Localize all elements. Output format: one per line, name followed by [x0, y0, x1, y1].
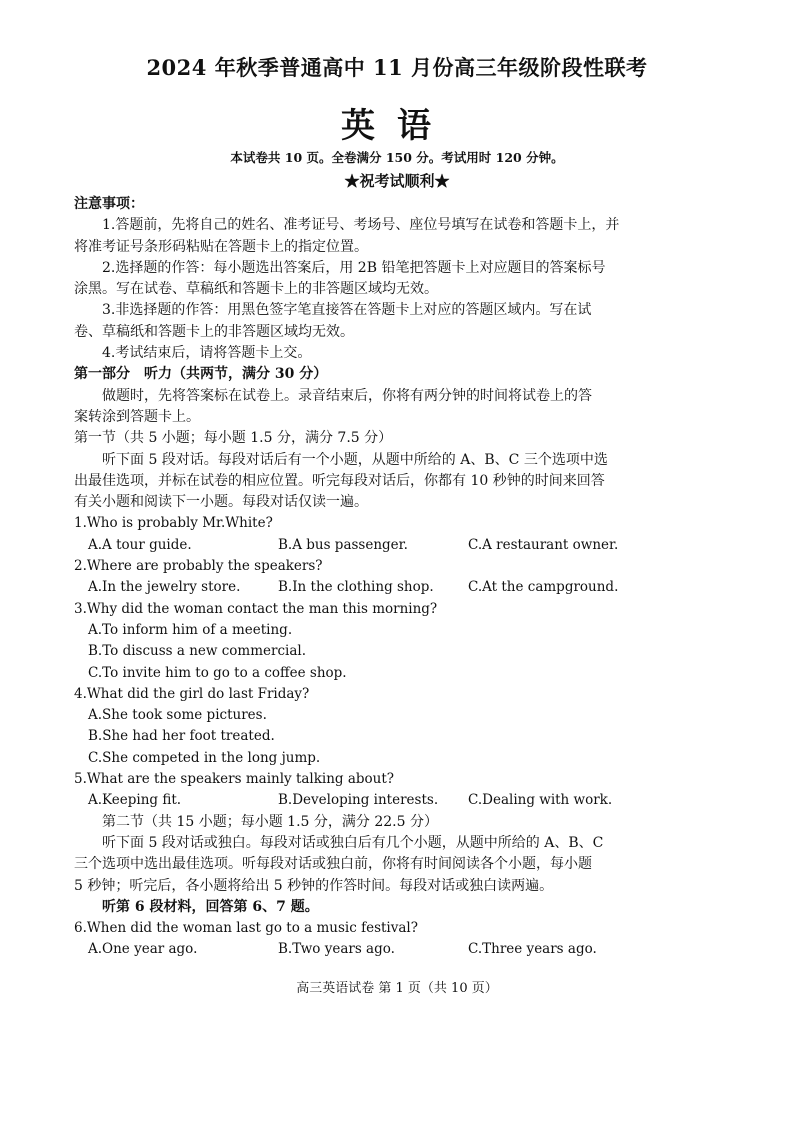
- option-c: C.Dealing with work.: [468, 792, 613, 809]
- good-luck-banner: ★祝考试顺利★: [344, 172, 450, 190]
- option-b: B.To discuss a new commercial.: [88, 643, 307, 660]
- option-row: [74, 577, 674, 598]
- section2-intro: 听下面 5 段对话或独白。每段对话或独白后有几个小题，从题中所给的 A、B、C: [102, 834, 604, 851]
- option-a: A.In the jewelry store.: [88, 579, 241, 596]
- subject-title: 英语: [341, 106, 453, 146]
- part1-intro: 做题时，先将答案标在试卷上。录音结束后，你将有两分钟的时间将试卷上的答: [102, 387, 592, 404]
- section1-heading: 第一节（共 5 小题；每小题 1.5 分，满分 7.5 分）: [74, 430, 393, 447]
- exam-info: 本试卷共 10 页。全卷满分 150 分。考试用时 120 分钟。: [230, 150, 564, 165]
- option-c: C.She competed in the long jump.: [88, 749, 321, 766]
- section2-intro: 5 秒钟；听完后，各小题将给出 5 秒钟的作答时间。每段对话或独白读两遍。: [74, 877, 554, 894]
- notice-line: 2.选择题的作答：每小题选出答案后，用 2B 铅笔把答题卡上对应题目的答案标号: [102, 259, 606, 276]
- notice-line: 3.非选择题的作答：用黑色签字笔直接答在答题卡上对应的答题区域内。写在试: [102, 302, 592, 319]
- question-stem: 6.When did the woman last go to a music festival?: [74, 920, 418, 937]
- option-b: B.In the clothing shop.: [278, 579, 434, 596]
- notice-line: 涂黑。写在试卷、草稿纸和答题卡上的非答题区域均无效。: [74, 281, 438, 298]
- question-stem: 4.What did the girl do last Friday?: [74, 685, 310, 702]
- section1-intro: 有关小题和阅读下一小题。每段对话仅读一遍。: [74, 494, 368, 511]
- section1-intro: 出最佳选项，并标在试卷的相应位置。听完每段对话后，你都有 10 秒钟的时间来回答: [74, 472, 605, 489]
- option-b: B.She had her foot treated.: [88, 728, 275, 745]
- option-b: B.Two years ago.: [278, 941, 395, 958]
- option-row: [74, 535, 674, 556]
- notice-line: 4.考试结束后，请将答题卡上交。: [102, 345, 312, 362]
- question-stem: 1.Who is probably Mr.White?: [74, 515, 273, 532]
- option-row: [74, 790, 674, 811]
- notice-heading: 注意事项：: [74, 196, 144, 212]
- option-b: B.Developing interests.: [278, 792, 439, 809]
- page-footer: 高三英语试卷 第 1 页（共 10 页）: [296, 981, 498, 996]
- option-a: A.A tour guide.: [88, 536, 192, 553]
- option-c: C.A restaurant owner.: [468, 536, 619, 553]
- exam-content: [74, 194, 674, 961]
- option-c: C.At the campground.: [468, 579, 619, 596]
- notice-line: 卷、草稿纸和答题卡上的非答题区域均无效。: [74, 323, 354, 340]
- question-stem: 3.Why did the woman contact the man this morning?: [74, 600, 438, 617]
- option-a: A.One year ago.: [88, 941, 198, 958]
- section2-heading: 第二节（共 15 小题；每小题 1.5 分，满分 22.5 分）: [102, 813, 438, 830]
- exam-title: 2024 年秋季普通高中 11 月份高三年级阶段性联考: [146, 55, 648, 80]
- question-stem: 2.Where are probably the speakers?: [74, 558, 323, 575]
- option-c: C.Three years ago.: [468, 941, 597, 958]
- option-b: B.A bus passenger.: [278, 536, 408, 553]
- option-a: A.She took some pictures.: [88, 707, 267, 724]
- notice-line: 将准考证号条形码粘贴在答题卡上的指定位置。: [74, 238, 368, 255]
- section2-intro: 三个选项中选出最佳选项。听每段对话或独白前，你将有时间阅读各个小题，每小题: [74, 856, 592, 873]
- option-a: A.To inform him of a meeting.: [88, 621, 293, 638]
- question-stem: 5.What are the speakers mainly talking about?: [74, 771, 395, 788]
- option-row: [74, 939, 674, 960]
- material-instruction: 听第 6 段材料，回答第 6、7 题。: [102, 898, 319, 915]
- part1-heading: 第一部分 听力（共两节，满分 30 分）: [74, 366, 328, 383]
- option-a: A.Keeping fit.: [88, 792, 182, 809]
- option-c: C.To invite him to go to a coffee shop.: [88, 664, 347, 681]
- part1-intro: 案转涂到答题卡上。: [74, 408, 200, 425]
- notice-line: 1.答题前，先将自己的姓名、准考证号、考场号、座位号填写在试卷和答题卡上，并: [102, 217, 620, 234]
- section1-intro: 听下面 5 段对话。每段对话后有一个小题，从题中所给的 A、B、C 三个选项中选: [102, 451, 608, 468]
